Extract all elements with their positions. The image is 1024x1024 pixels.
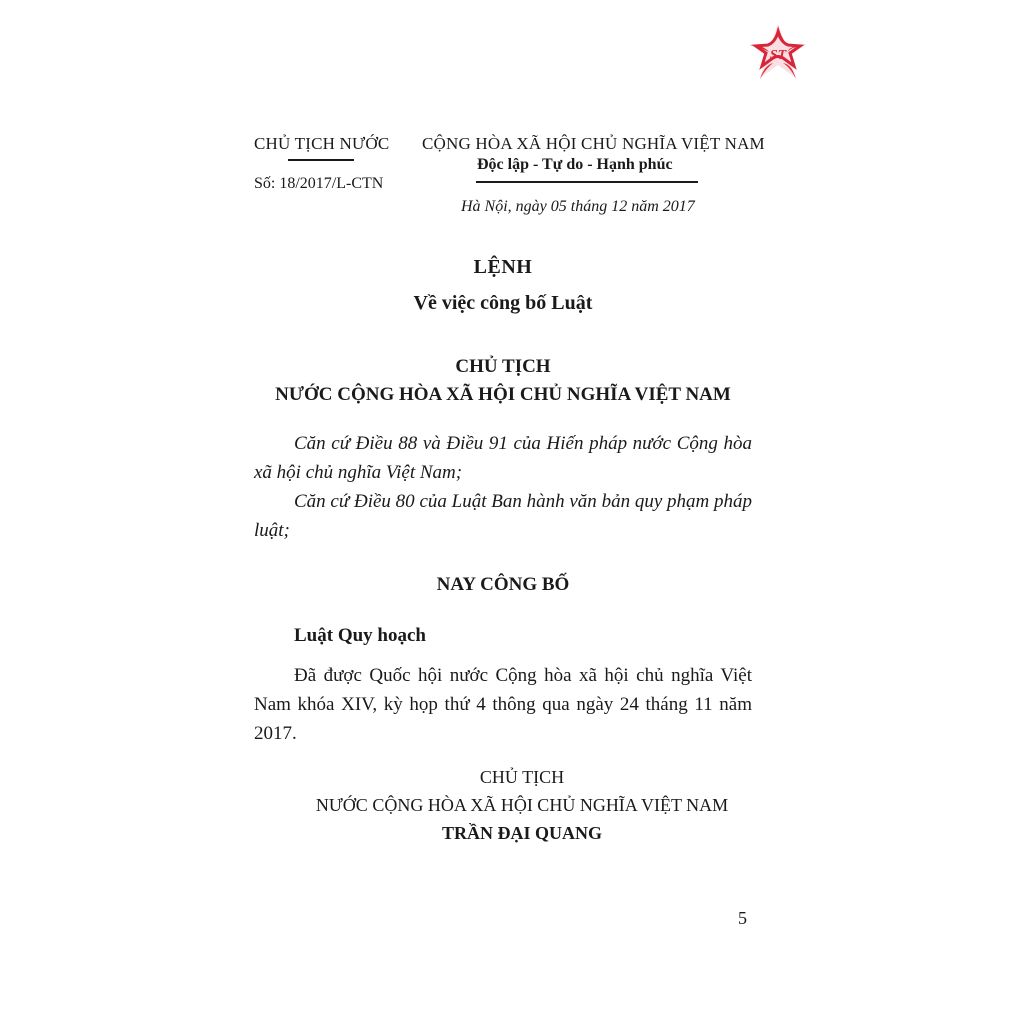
svg-text:ST: ST	[769, 48, 787, 63]
issuer-country: NƯỚC CỘNG HÒA XÃ HỘI CHỦ NGHĨA VIỆT NAM	[275, 384, 731, 405]
legal-basis-item: Căn cứ Điều 80 của Luật Ban hành văn bản quy phạm pháp luật;	[254, 491, 752, 541]
order-title: LỆNH	[473, 256, 533, 278]
national-motto: Độc lập - Tự do - Hạnh phúc	[477, 156, 673, 173]
header-left-divider	[288, 159, 354, 161]
announcement-heading: NAY CÔNG BỐ	[436, 574, 570, 595]
header-right-divider	[476, 181, 698, 183]
passage-text: Đã được Quốc hội nước Cộng hòa xã hội chủ nghĩa Việt Nam khóa XIV, kỳ họp thứ 4 thông qua ngày 24 tháng 11 năm 2017.	[254, 665, 752, 744]
country-header: CỘNG HÒA XÃ HỘI CHỦ NGHĨA VIỆT NAM	[422, 134, 765, 153]
signature-org: NƯỚC CỘNG HÒA XÃ HỘI CHỦ NGHĨA VIỆT NAM	[315, 795, 729, 815]
issuer-title: CHỦ TỊCH	[455, 356, 551, 377]
legal-basis	[254, 429, 752, 545]
document-number: Số: 18/2017/L-CTN	[254, 175, 384, 192]
page-number: 5	[738, 908, 747, 928]
order-subtitle: Về việc công bố Luật	[413, 292, 593, 314]
publisher-star-logo-icon	[746, 22, 810, 86]
place-and-date: Hà Nội, ngày 05 tháng 12 năm 2017	[461, 198, 695, 215]
legal-basis-item: Căn cứ Điều 88 và Điều 91 của Hiến pháp nước Cộng hòa xã hội chủ nghĩa Việt Nam;	[254, 433, 752, 483]
passage-statement	[254, 661, 752, 748]
law-name: Luật Quy hoạch	[294, 625, 426, 646]
signature-title: CHỦ TỊCH	[479, 767, 565, 787]
signature-name: TRẦN ĐẠI QUANG	[441, 823, 602, 843]
issuer-header-left: CHỦ TỊCH NƯỚC	[254, 134, 390, 153]
